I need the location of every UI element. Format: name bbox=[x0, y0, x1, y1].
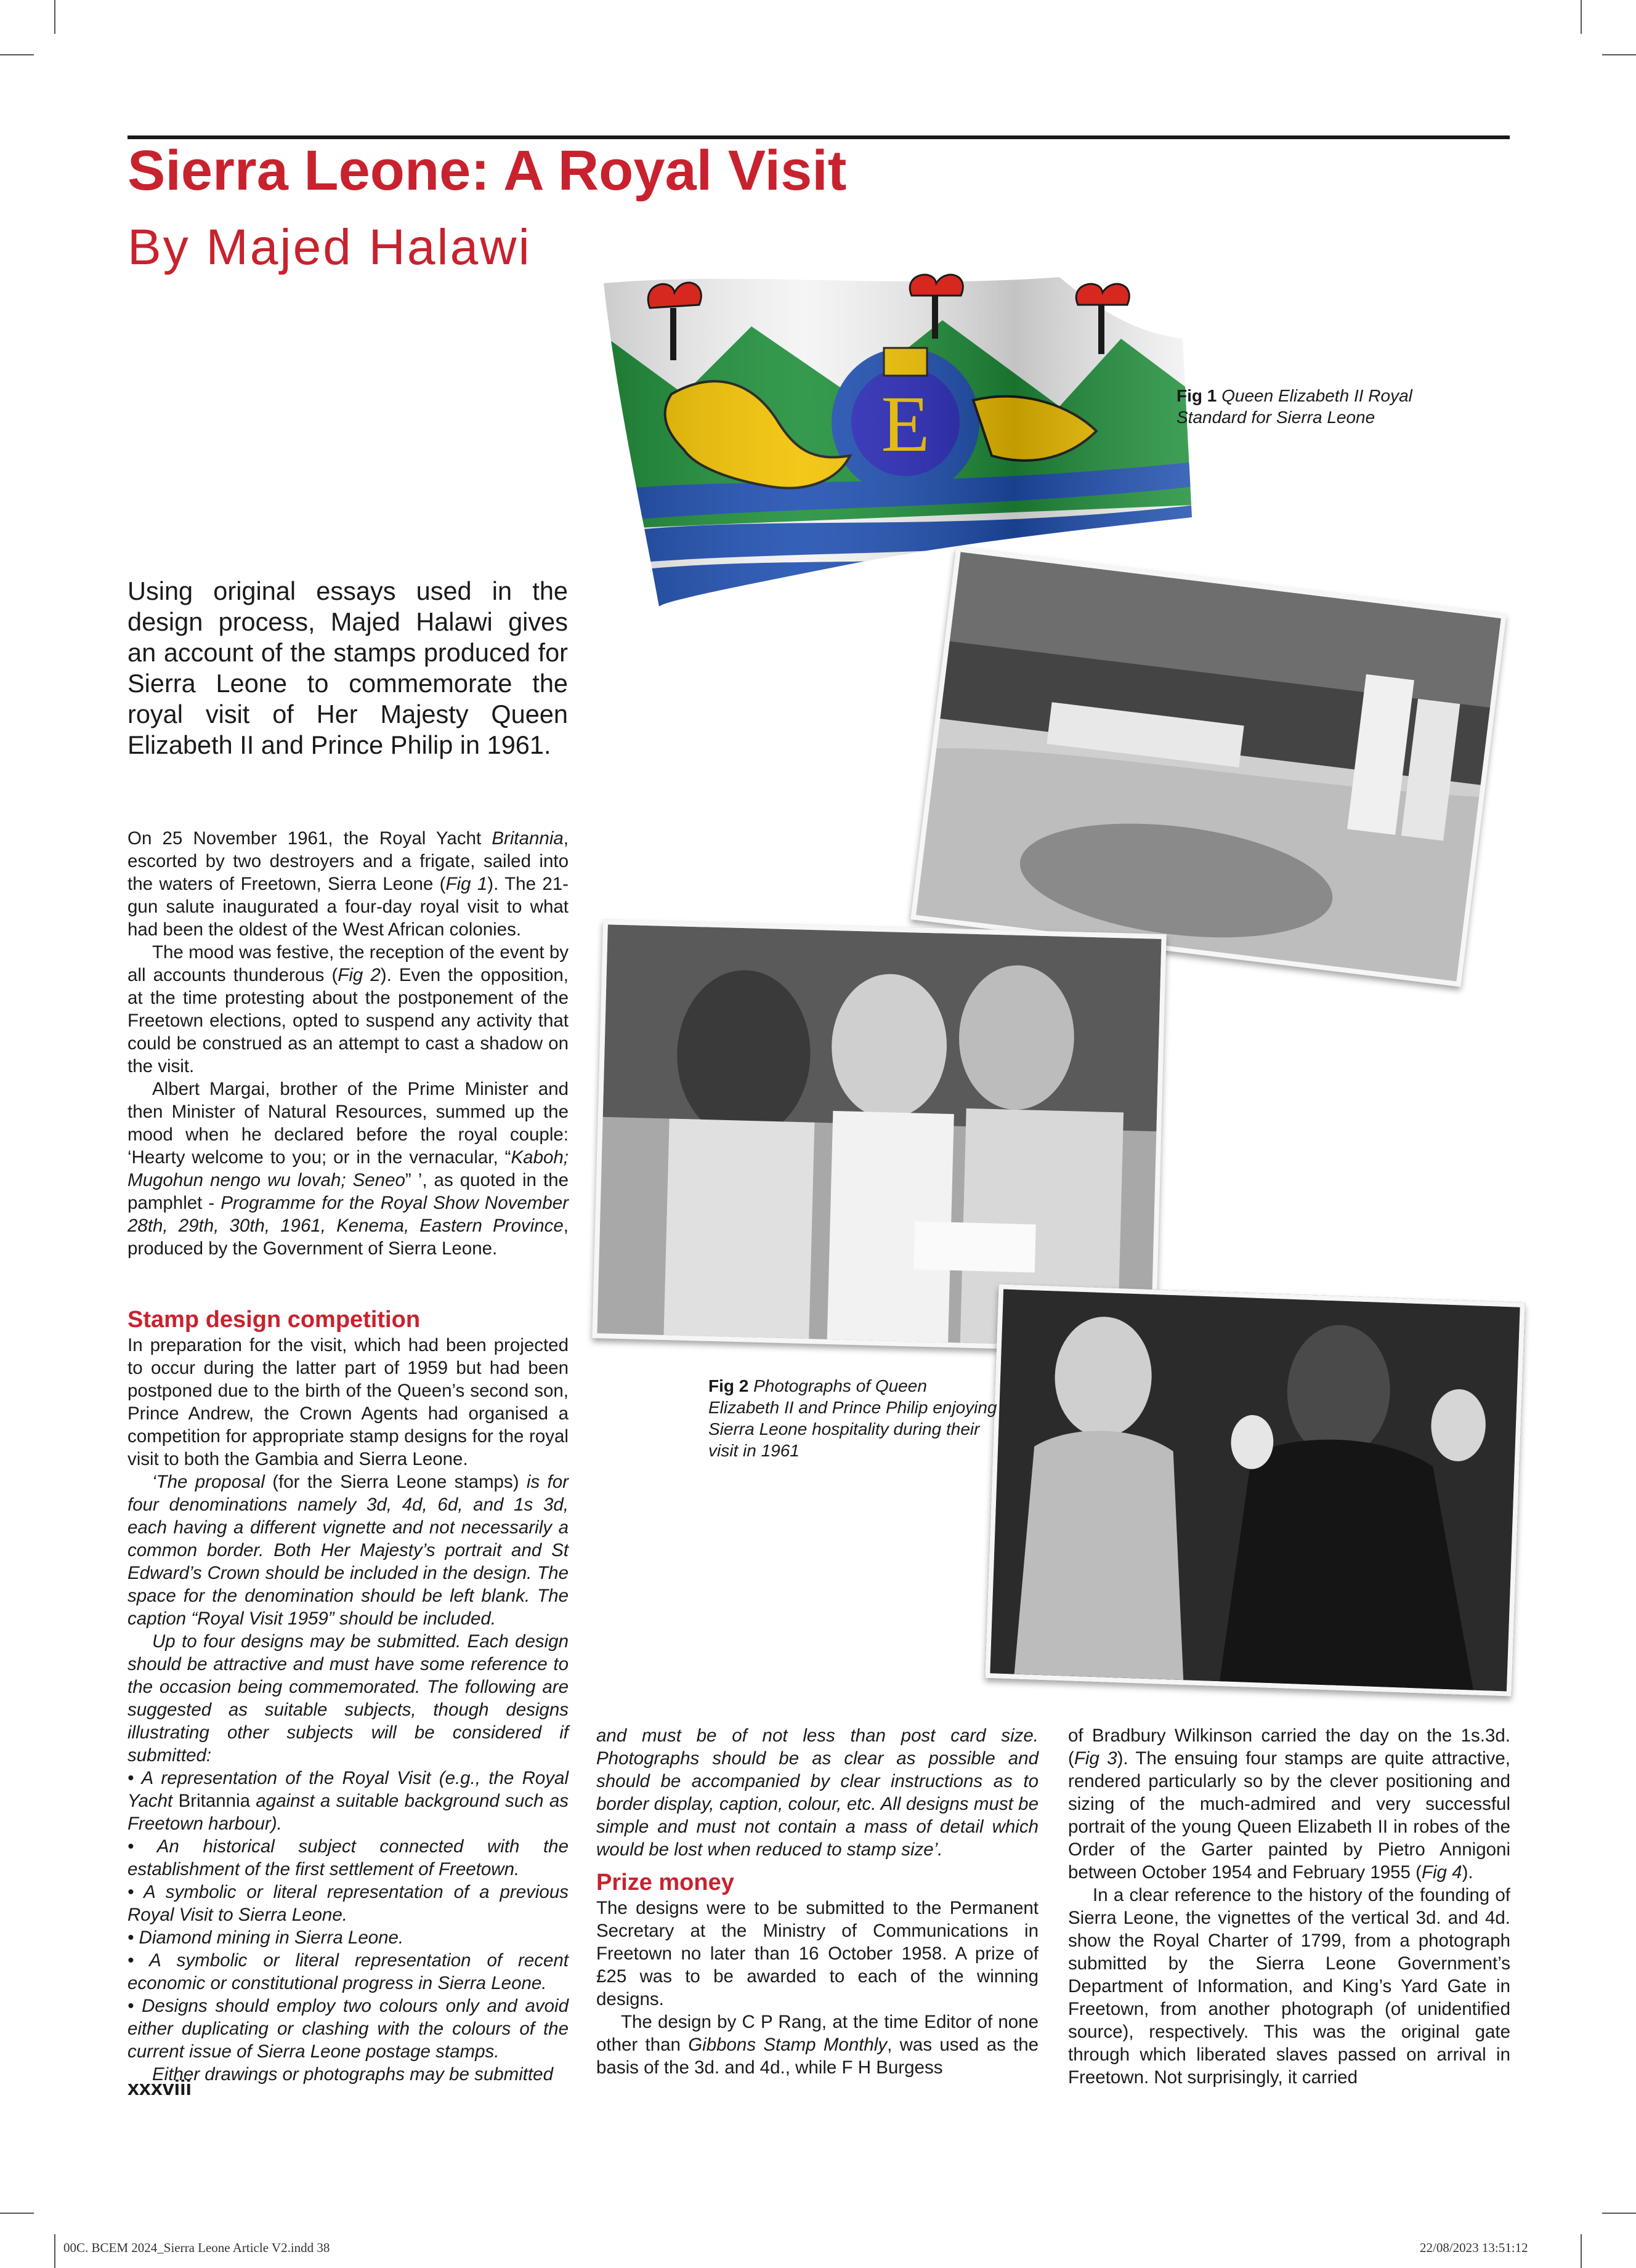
article-title: Sierra Leone: A Royal Visit bbox=[128, 139, 847, 202]
print-slug-filename: 00C. BCEM 2024_Sierra Leone Article V2.indd 38 bbox=[63, 2240, 330, 2255]
crop-mark bbox=[0, 2213, 34, 2214]
quoted-paragraph: Either drawings or photographs may be submitted bbox=[152, 2064, 553, 2084]
list-item: • A symbolic or literal representation of recent economic or constitutional progress in Sierra Leone. bbox=[128, 1950, 569, 1993]
section-heading-stamp-design: Stamp design competition bbox=[128, 1307, 421, 1333]
list-item: • A representation of the Royal Visit (e.g., the Royal Yacht Britannia against a suitable background such as Freetown harbour). bbox=[128, 1768, 569, 1834]
list-item: • An historical subject connected with the establishment of the first settlement of Freetown. bbox=[128, 1836, 569, 1879]
standfirst: Using original essays used in the design process, Majed Halawi gives an account of the stamps produced for Sierra Leone to commemorate the royal visit of Her Majesty Queen Elizabeth II and Prince Philip in 1961. bbox=[128, 576, 568, 759]
crop-mark bbox=[54, 2234, 55, 2268]
fig2-text: Photographs of Queen Elizabeth II and Prince Philip enjoying Sierra Leone hospitality during their visit in 1961 bbox=[708, 1376, 997, 1460]
fig1-caption bbox=[1176, 385, 1466, 428]
crop-mark bbox=[0, 54, 34, 55]
crop-mark bbox=[54, 0, 55, 34]
list-item: • A symbolic or literal representation of a previous Royal Visit to Sierra Leone. bbox=[128, 1882, 569, 1925]
body-paragraph: The design by C P Rang, at the time Editor of none other than Gibbons Stamp Monthly, was used as the basis of the 3d. and 4d., while F H Burgess bbox=[596, 2012, 1039, 2078]
page-number: xxxviii bbox=[128, 2076, 192, 2100]
crop-mark bbox=[1581, 2234, 1582, 2268]
article-byline: By Majed Halawi bbox=[128, 219, 532, 275]
quoted-paragraph: ‘The proposal (for the Sierra Leone stamps) is for four denominations namely 3d, 4d, 6d, and 1s 3d, each having a different vignette and not necessarily a common border. Both Her Majesty’s portrait and St Edward’s Crown should be included in the design. The space for the denomination should be left blank. The caption “Royal Visit 1959” should be included. bbox=[128, 1472, 569, 1629]
crop-mark bbox=[1602, 54, 1636, 55]
body-column-1-bottom bbox=[128, 1298, 569, 2086]
body-column-3 bbox=[1068, 1724, 1510, 2089]
queen-at-reception-photo bbox=[985, 1284, 1525, 1696]
fig2-label: Fig 2 bbox=[708, 1376, 749, 1395]
print-slug-timestamp: 22/08/2023 13:51:12 bbox=[1420, 2240, 1528, 2255]
quoted-paragraph: and must be of not less than post card size. Photographs should be as clear as possible and should be accompanied by clear instructions as to border display, caption, colour, etc. All designs must be simple and must not contain a mass of detail which would be lost when reduced to stamp size’. bbox=[596, 1725, 1039, 1860]
crop-mark bbox=[1602, 2213, 1636, 2214]
body-paragraph: of Bradbury Wilkinson carried the day on the 1s.3d. (Fig 3). The ensuing four stamps are quite attractive, rendered particularly so by the clever positioning and sizing of the much-admired and very successful portrait of the young Queen Elizabeth II in robes of the Order of the Garter painted by Pietro Annigoni between October 1954 and February 1955 (Fig 4). bbox=[1068, 1725, 1510, 1883]
section-heading-prize-money: Prize money bbox=[596, 1870, 734, 1895]
body-paragraph: The designs were to be submitted to the Permanent Secretary at the Ministry of Communications in Freetown no later than 16 October 1958. A prize of £25 was to be awarded to each of the winning designs. bbox=[596, 1898, 1039, 2009]
list-item: • Diamond mining in Sierra Leone. bbox=[128, 1927, 404, 1948]
body-paragraph: In preparation for the visit, which had been projected to occur during the latter part of 1959 but had been postponed due to the birth of the Queen’s second son, Prince Andrew, the Crown Agents had organised a competition for appropriate stamp designs for the royal visit to both the Gambia and Sierra Leone. bbox=[128, 1335, 569, 1469]
body-paragraph: The mood was festive, the reception of the event by all accounts thunderous (Fig 2). Even the opposition, at the time protesting about the postponement of the Freetown elections, opted to suspend any activity that could be construed as an attempt to cast a shadow on the visit. bbox=[128, 942, 569, 1076]
body-column-2 bbox=[596, 1724, 1039, 2079]
royal-standard-flag-image bbox=[591, 271, 1195, 613]
body-paragraph: Albert Margai, brother of the Prime Minister and then Minister of Natural Resources, summed up the mood when he declared before the royal couple: ‘Hearty welcome to you; or in the vernacular, “Kaboh; Mugohun nengo wu lovah; Seneo” ’, as quoted in the pamphlet - Programme for the Royal Show November 28th, 29th, 30th, 1961, Kenema, Eastern Province, produced by the Government of Sierra Leone. bbox=[128, 1079, 569, 1259]
fig1-text: Queen Elizabeth II Royal Standard for Sierra Leone bbox=[1176, 386, 1412, 427]
body-paragraph: In a clear reference to the history of the founding of Sierra Leone, the vignettes of the vertical 3d. and 4d. show the Royal Charter of 1799, from a photograph submitted by the Sierra Leone Government’s Department of Information, and King’s Yard Gate in Freetown, from another photograph (of unidentified source), respectively. This was the original gate through which liberated slaves passed on arrival in Freetown. Not surprisingly, it carried bbox=[1068, 1885, 1510, 2088]
royal-show-crowd-photo bbox=[910, 546, 1507, 987]
crop-mark bbox=[1581, 0, 1582, 34]
body-column-1-top bbox=[128, 827, 569, 1260]
body-paragraph: On 25 November 1961, the Royal Yacht Britannia, escorted by two destroyers and a frigate, sailed into the waters of Freetown, Sierra Leone (Fig 1). The 21-gun salute inaugurated a four-day royal visit to what had been the oldest of the West African colonies. bbox=[128, 828, 569, 940]
quoted-paragraph: Up to four designs may be submitted. Each design should be attractive and must have some reference to the occasion being commemorated. The following are suggested as suitable subjects, though designs illustrating other subjects will be considered if submitted: bbox=[128, 1631, 569, 1766]
fig2-caption bbox=[708, 1375, 998, 1461]
fig1-label: Fig 1 bbox=[1176, 386, 1217, 405]
list-item: • Designs should employ two colours only and avoid either duplicating or clashing with the colours of the current issue of Sierra Leone postage stamps. bbox=[128, 1996, 569, 2062]
